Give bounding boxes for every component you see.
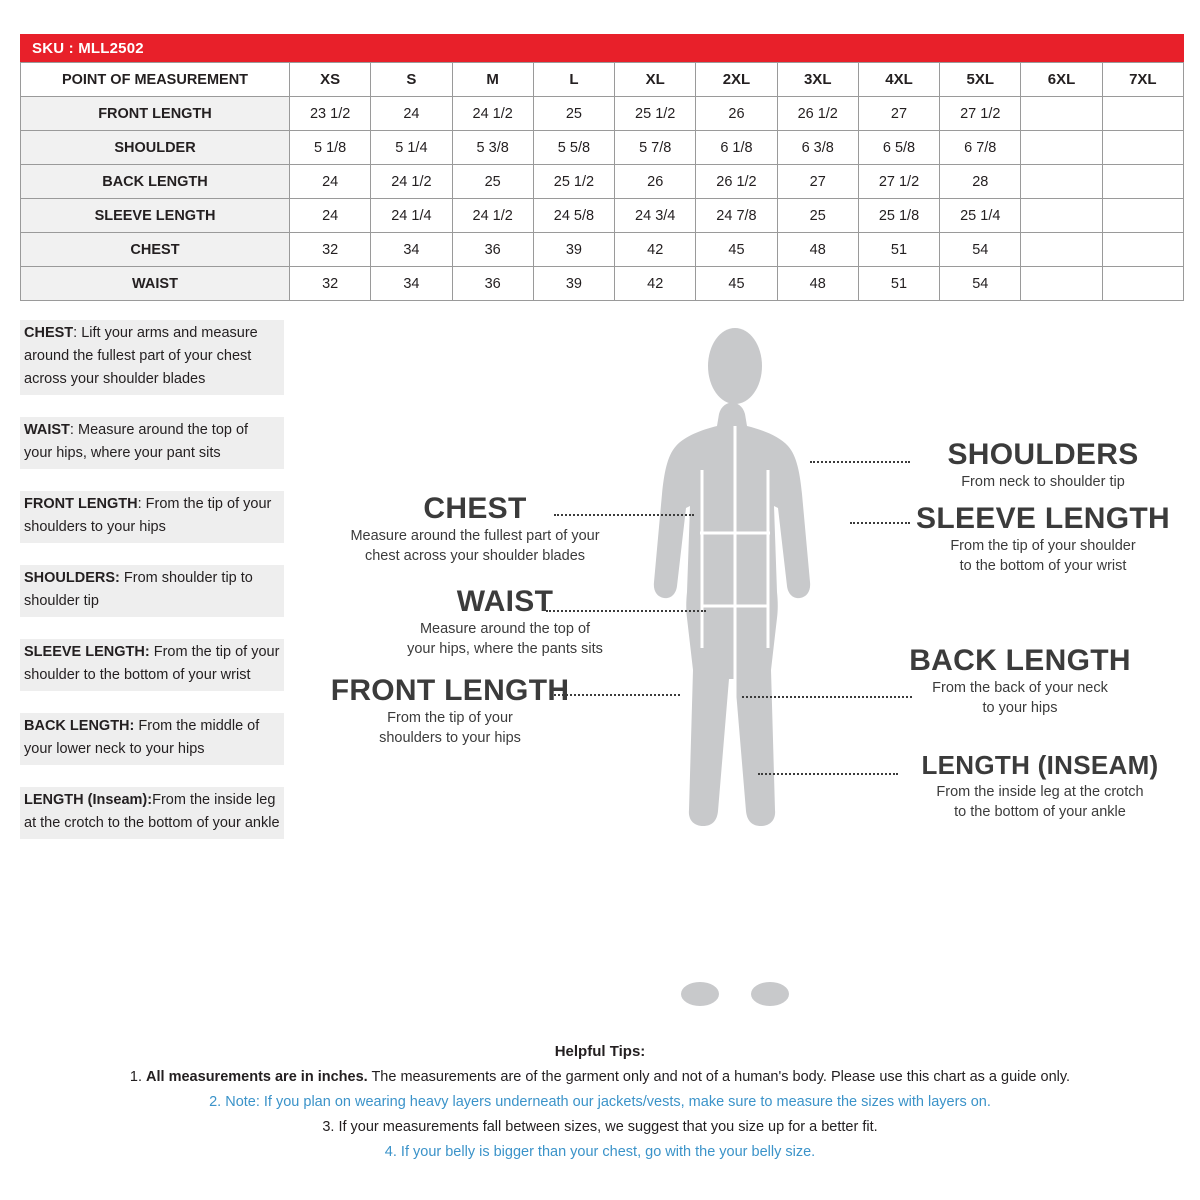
cell: 5 1/4 xyxy=(371,131,452,165)
header-point-of-measurement: POINT OF MEASUREMENT xyxy=(21,63,290,97)
header-size-3xl: 3XL xyxy=(777,63,858,97)
callout-chest-title: CHEST xyxy=(423,492,527,525)
callout-chest-sub1: Measure around the fullest part of your xyxy=(350,528,600,544)
cell: 24 3/4 xyxy=(615,199,696,233)
callout-back-length-sub2: to your hips xyxy=(982,700,1058,716)
callout-sleeve-length-sub1: From the tip of your shoulder xyxy=(950,538,1136,554)
cell: 24 xyxy=(290,199,371,233)
header-size-s: S xyxy=(371,63,452,97)
definition-chest xyxy=(20,320,284,395)
callout-inseam-title: LENGTH (INSEAM) xyxy=(921,750,1159,780)
cell: 23 1/2 xyxy=(290,97,371,131)
cell: 26 1/2 xyxy=(777,97,858,131)
callout-front-length-sub2: shoulders to your hips xyxy=(379,730,521,746)
cell: 48 xyxy=(777,267,858,301)
cell: 28 xyxy=(940,165,1021,199)
header-size-2xl: 2XL xyxy=(696,63,777,97)
cell xyxy=(1021,199,1102,233)
callout-waist xyxy=(340,585,670,659)
table-row xyxy=(21,199,1184,233)
size-measurement-table xyxy=(20,62,1184,301)
callout-back-length-sub1: From the back of your neck xyxy=(932,680,1108,696)
definition-text: From the tip of your shoulders to your hips xyxy=(24,496,272,535)
tip-number: 4. xyxy=(384,1144,397,1160)
cell: 27 1/2 xyxy=(940,97,1021,131)
tip-item-3 xyxy=(0,1115,1200,1140)
table-row xyxy=(21,233,1184,267)
cell: 5 5/8 xyxy=(533,131,614,165)
cell xyxy=(1102,233,1183,267)
cell: 34 xyxy=(371,267,452,301)
cell: 25 xyxy=(452,165,533,199)
callout-sleeve-length xyxy=(898,502,1188,576)
cell: 36 xyxy=(452,267,533,301)
callout-chest xyxy=(310,492,640,566)
callout-back-length-title: BACK LENGTH xyxy=(909,644,1131,677)
callout-inseam-sub2: to the bottom of your ankle xyxy=(954,804,1126,820)
callout-chest-sub2: chest across your shoulder blades xyxy=(364,548,586,564)
leader-line-inseam xyxy=(758,773,898,775)
cell: 24 1/2 xyxy=(452,199,533,233)
cell: 27 xyxy=(858,97,939,131)
cell: 45 xyxy=(696,233,777,267)
cell: 32 xyxy=(290,233,371,267)
tip-text: If your belly is bigger than your chest, go with the your belly size. xyxy=(400,1144,816,1160)
definition-front-length xyxy=(20,491,284,543)
row-label-chest: CHEST xyxy=(21,233,290,267)
row-label-waist: WAIST xyxy=(21,267,290,301)
cell xyxy=(1021,131,1102,165)
tip-text: Note: If you plan on wearing heavy layers underneath our jackets/vests, make sure to measure the sizes with layers on. xyxy=(225,1094,991,1110)
cell: 32 xyxy=(290,267,371,301)
cell: 25 xyxy=(533,97,614,131)
cell xyxy=(1021,165,1102,199)
cell: 27 xyxy=(777,165,858,199)
definition-term: BACK LENGTH: xyxy=(24,718,135,734)
cell: 39 xyxy=(533,267,614,301)
definition-inseam xyxy=(20,787,284,839)
definition-text: From the tip of your shoulder to the bottom of your wrist xyxy=(24,644,280,683)
tip-item-1 xyxy=(0,1065,1200,1090)
callout-front-length-sub1: From the tip of your xyxy=(387,710,513,726)
cell: 24 5/8 xyxy=(533,199,614,233)
cell: 25 xyxy=(777,199,858,233)
leader-line-shoulders xyxy=(810,461,910,463)
definition-separator: : xyxy=(73,325,82,341)
header-size-5xl: 5XL xyxy=(940,63,1021,97)
cell xyxy=(1102,131,1183,165)
callout-waist-title: WAIST xyxy=(456,585,554,618)
callout-waist-sub2: your hips, where the pants sits xyxy=(407,641,603,657)
table-row xyxy=(21,97,1184,131)
cell xyxy=(1102,267,1183,301)
row-label-shoulder: SHOULDER xyxy=(21,131,290,165)
cell: 24 1/2 xyxy=(452,97,533,131)
cell: 51 xyxy=(858,233,939,267)
tip-bold: All measurements are in inches. xyxy=(146,1069,368,1085)
header-size-4xl: 4XL xyxy=(858,63,939,97)
body-silhouette-icon xyxy=(640,318,830,1018)
header-size-6xl: 6XL xyxy=(1021,63,1102,97)
cell: 25 1/8 xyxy=(858,199,939,233)
cell: 24 1/4 xyxy=(371,199,452,233)
definition-term: LENGTH (Inseam): xyxy=(24,792,153,808)
row-label-sleeve-length: SLEEVE LENGTH xyxy=(21,199,290,233)
cell: 6 1/8 xyxy=(696,131,777,165)
cell: 45 xyxy=(696,267,777,301)
cell: 36 xyxy=(452,233,533,267)
definition-text: From the inside leg at the crotch to the bottom of your ankle xyxy=(24,792,280,831)
table-row xyxy=(21,267,1184,301)
row-label-front-length: FRONT LENGTH xyxy=(21,97,290,131)
sku-banner: SKU : MLL2502 xyxy=(20,34,1184,62)
definition-separator: : xyxy=(69,422,78,438)
tip-number: 2. xyxy=(209,1094,222,1110)
cell: 24 7/8 xyxy=(696,199,777,233)
cell: 6 3/8 xyxy=(777,131,858,165)
cell: 25 1/2 xyxy=(533,165,614,199)
definition-text: Measure around the top of your hips, where your pant sits xyxy=(24,422,249,461)
table-row xyxy=(21,165,1184,199)
callout-front-length-title: FRONT LENGTH xyxy=(330,674,570,707)
header-size-m: M xyxy=(452,63,533,97)
callout-back-length xyxy=(860,644,1180,718)
callout-inseam xyxy=(890,748,1190,822)
cell: 24 1/2 xyxy=(371,165,452,199)
definition-text: From shoulder tip to shoulder tip xyxy=(24,570,253,609)
cell: 25 1/4 xyxy=(940,199,1021,233)
callout-sleeve-length-title: SLEEVE LENGTH xyxy=(916,502,1170,535)
tip-text: If your measurements fall between sizes, we suggest that you size up for a better fit. xyxy=(338,1119,878,1135)
table-row xyxy=(21,131,1184,165)
callout-shoulders-title: SHOULDERS xyxy=(947,438,1139,471)
cell xyxy=(1021,267,1102,301)
callout-shoulders xyxy=(898,438,1188,492)
header-size-xs: XS xyxy=(290,63,371,97)
cell: 42 xyxy=(615,267,696,301)
definition-term: FRONT LENGTH xyxy=(24,496,138,512)
cell: 24 xyxy=(371,97,452,131)
helpful-tips-title: Helpful Tips: xyxy=(554,1043,646,1060)
header-size-xl: XL xyxy=(615,63,696,97)
cell: 39 xyxy=(533,233,614,267)
header-size-7xl: 7XL xyxy=(1102,63,1183,97)
cell: 26 xyxy=(615,165,696,199)
tip-text: The measurements are of the garment only and not of a human's body. Please use this chart as a guide only. xyxy=(367,1069,1071,1085)
cell xyxy=(1102,165,1183,199)
definition-term: SHOULDERS: xyxy=(24,570,120,586)
definition-term: CHEST xyxy=(24,325,74,341)
callout-shoulders-sub1: From neck to shoulder tip xyxy=(961,474,1125,490)
definition-text: From the middle of your lower neck to your hips xyxy=(24,718,260,757)
row-label-back-length: BACK LENGTH xyxy=(21,165,290,199)
definition-term: SLEEVE LENGTH: xyxy=(24,644,150,660)
cell: 5 1/8 xyxy=(290,131,371,165)
callout-sleeve-length-sub2: to the bottom of your wrist xyxy=(959,558,1127,574)
cell: 26 1/2 xyxy=(696,165,777,199)
tip-item-4 xyxy=(0,1140,1200,1165)
header-size-l: L xyxy=(533,63,614,97)
definition-term: WAIST xyxy=(24,422,70,438)
tip-item-2 xyxy=(0,1090,1200,1115)
cell: 5 3/8 xyxy=(452,131,533,165)
definition-shoulders xyxy=(20,565,284,617)
cell xyxy=(1102,199,1183,233)
cell: 6 7/8 xyxy=(940,131,1021,165)
cell: 42 xyxy=(615,233,696,267)
cell: 26 xyxy=(696,97,777,131)
cell: 24 xyxy=(290,165,371,199)
callout-front-length xyxy=(280,674,620,748)
definition-sleeve-length xyxy=(20,639,284,691)
cell: 5 7/8 xyxy=(615,131,696,165)
definition-back-length xyxy=(20,713,284,765)
cell: 54 xyxy=(940,233,1021,267)
measurement-diagram xyxy=(290,318,1185,1028)
cell xyxy=(1102,97,1183,131)
definition-waist xyxy=(20,417,284,469)
table-header-row xyxy=(21,63,1184,97)
cell: 6 5/8 xyxy=(858,131,939,165)
definition-text: Lift your arms and measure around the fullest part of your chest across your shoulder blades xyxy=(24,325,258,387)
cell: 27 1/2 xyxy=(858,165,939,199)
tip-number: 3. xyxy=(322,1119,335,1135)
cell: 34 xyxy=(371,233,452,267)
helpful-tips xyxy=(0,1043,1200,1165)
cell xyxy=(1021,233,1102,267)
tip-number: 1. xyxy=(129,1069,143,1085)
cell: 54 xyxy=(940,267,1021,301)
definition-separator: : xyxy=(137,496,146,512)
callout-waist-sub1: Measure around the top of xyxy=(419,621,591,637)
measurement-definitions xyxy=(20,320,284,861)
cell: 48 xyxy=(777,233,858,267)
callout-inseam-sub1: From the inside leg at the crotch xyxy=(936,784,1144,800)
cell xyxy=(1021,97,1102,131)
cell: 25 1/2 xyxy=(615,97,696,131)
cell: 51 xyxy=(858,267,939,301)
